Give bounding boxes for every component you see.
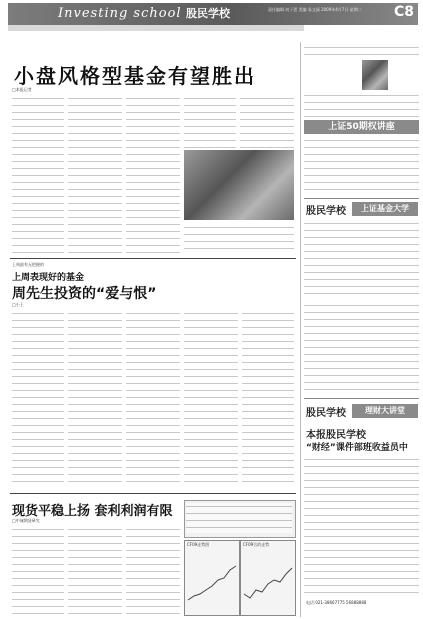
article1-photo: [184, 150, 294, 220]
article3-col3: [126, 526, 180, 614]
sidebar-school-body: [304, 220, 419, 298]
sidebar-bulletin-title: 本报股民学校: [306, 430, 366, 441]
right-chart-title: CF09合约走势: [243, 542, 270, 547]
article3-title: 现货平稳上扬 套利利润有限: [12, 504, 173, 519]
article2-kicker: 上周最有无把握的: [12, 262, 44, 267]
divider: [10, 258, 296, 259]
sidebar-portrait: [362, 60, 388, 90]
article3-byline: □中诚期货研究: [12, 518, 40, 523]
sidebar-divider: [300, 42, 301, 617]
article1-col4: [184, 95, 236, 148]
article1-col1: [12, 95, 64, 253]
article1-col5: [240, 95, 294, 148]
left-chart-title: CF09走势图: [187, 542, 210, 547]
sidebar-school-banner: 上证基金大学: [352, 202, 418, 216]
sidebar-top-body: [304, 137, 419, 193]
section-name: 股民学校: [186, 7, 230, 20]
sidebar-intro: [304, 92, 419, 118]
right-chart-plot: [242, 550, 294, 612]
sidebar-hotline: 电话:021-38667775 56888888: [306, 600, 367, 605]
sidebar-bulletin-sub: “财经”课件部班收益员中: [306, 443, 408, 453]
sidebar-school-title: 股民学校: [306, 206, 346, 217]
masthead-strip: [8, 25, 304, 31]
divider: [304, 398, 419, 399]
article2-col4: [184, 310, 238, 488]
article2-byline: □小王: [12, 302, 24, 307]
sidebar-school-body2: [304, 302, 419, 392]
article3-col2: [68, 526, 122, 614]
article2-col1: [12, 310, 64, 488]
masthead-info: 责任编辑 何子恩 美编 易文丽 2009年4月7日 星期二: [268, 7, 362, 12]
article3-col1: [12, 526, 64, 614]
sidebar-top-header: 上证50期权讲座: [304, 120, 419, 134]
divider: [304, 198, 419, 199]
sidebar-top-lines: [304, 44, 419, 58]
masthead-banner: [8, 3, 418, 25]
article1-byline: □本报记者: [12, 87, 32, 92]
article2-title: 上周表现好的基金: [12, 273, 85, 283]
masthead: [0, 0, 423, 42]
banner-title: Investing school: [58, 6, 182, 21]
left-chart-plot: [186, 550, 238, 612]
article1-col2: [68, 95, 122, 253]
sidebar-bottom-title: 股民学校: [306, 408, 346, 419]
data-table-rows: [186, 503, 292, 533]
sidebar-bottom-banner: 理财大讲堂: [352, 404, 418, 418]
left-chart: [184, 540, 240, 616]
article2-col3: [126, 310, 180, 488]
article2-col2: [68, 310, 122, 488]
article2-col5: [242, 310, 294, 488]
article1-title: 小盘风格型基金有望胜出: [14, 64, 256, 88]
divider: [10, 493, 296, 494]
article1-col3: [126, 95, 180, 253]
right-chart: [240, 540, 296, 616]
article2-subtitle: 周先生投资的“爱与恨”: [12, 286, 157, 302]
sidebar-bulletin-body: [304, 456, 419, 596]
page-number: C8: [393, 4, 414, 20]
photo-caption: [184, 224, 294, 252]
